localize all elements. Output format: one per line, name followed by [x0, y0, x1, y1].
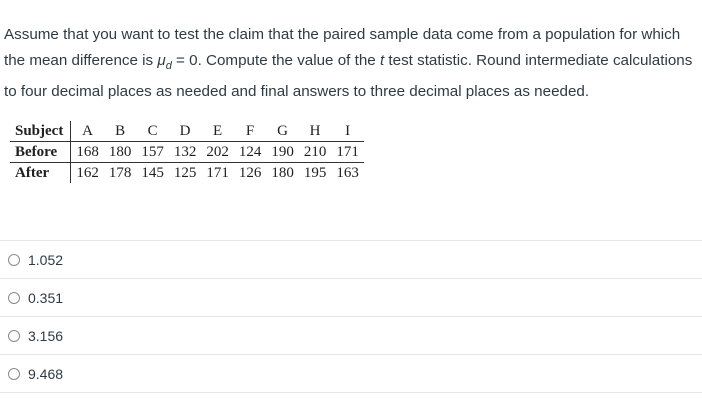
paired-data-table	[10, 121, 364, 183]
subject-cell: A	[71, 121, 104, 142]
subject-header: Subject	[10, 121, 71, 142]
before-cell: 132	[169, 142, 202, 163]
question-part-2: = 0. Compute the value of the	[171, 52, 380, 69]
radio-button-icon[interactable]	[8, 368, 20, 380]
before-cell: 180	[104, 142, 137, 163]
subject-cell: D	[169, 121, 202, 142]
before-cell: 157	[136, 142, 169, 163]
after-cell: 178	[108, 165, 132, 181]
question-part-1: Assume that you want to test the claim that the paired sample data come from a population for which the mean difference is	[4, 26, 681, 69]
mu-symbol	[157, 52, 172, 73]
subject-cell: G	[266, 121, 299, 142]
radio-button-icon[interactable]	[8, 292, 20, 304]
after-cell: 162	[76, 165, 99, 181]
table-row-after	[10, 163, 364, 184]
before-cell: 202	[201, 142, 234, 163]
answer-label[interactable]: 0.351	[28, 289, 64, 306]
subject-cell: H	[299, 121, 332, 142]
subject-cell: E	[201, 121, 234, 142]
answer-option-1[interactable]	[0, 240, 702, 278]
answer-option-2[interactable]	[0, 278, 702, 316]
before-cell: 210	[299, 142, 332, 163]
before-header: Before	[10, 142, 71, 163]
after-cell: 171	[206, 165, 229, 181]
answer-choices	[0, 240, 702, 393]
answer-option-3[interactable]	[0, 316, 702, 354]
mu-subscript: d	[165, 60, 172, 73]
t-symbol: t	[379, 52, 385, 69]
after-cell: 163	[336, 165, 359, 181]
radio-button-icon[interactable]	[8, 254, 20, 266]
answer-label[interactable]: 3.156	[28, 327, 64, 344]
table-header-row	[10, 121, 364, 142]
subject-cell: B	[104, 121, 137, 142]
answer-option-4[interactable]	[0, 354, 702, 393]
before-cell: 190	[266, 142, 299, 163]
answer-label[interactable]: 1.052	[28, 251, 64, 268]
after-header: After	[10, 163, 71, 184]
after-cell: 145	[141, 165, 164, 181]
after-cell: 195	[303, 165, 327, 181]
mu-letter: μ	[157, 52, 166, 69]
table-row-before	[10, 142, 364, 163]
after-cell: 126	[238, 165, 262, 181]
subject-cell: C	[136, 121, 169, 142]
subject-cell: F	[234, 121, 267, 142]
after-cell: 180	[271, 165, 294, 181]
before-cell: 124	[234, 142, 267, 163]
radio-button-icon[interactable]	[8, 330, 20, 342]
answer-label[interactable]: 9.468	[28, 365, 64, 382]
after-cell: 125	[173, 165, 197, 181]
before-cell: 168	[71, 142, 104, 163]
subject-cell: I	[331, 121, 364, 142]
question-part-3: test statistic. Round intermediate calculations to four decimal places as needed and final answers to three decimal places as needed.	[4, 52, 693, 101]
before-cell: 171	[331, 142, 364, 163]
question-text	[4, 22, 698, 105]
